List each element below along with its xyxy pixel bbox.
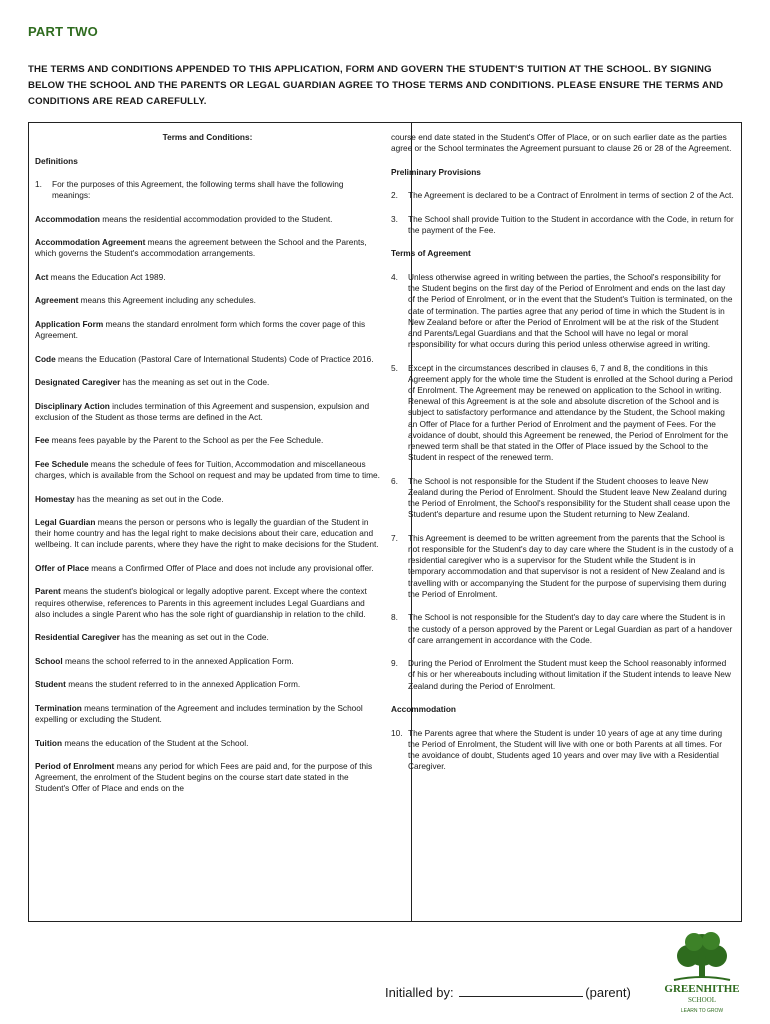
definition-item — [35, 563, 380, 574]
tree-icon — [674, 932, 730, 980]
definition-text: has the meaning as set out in the Code. — [120, 377, 270, 388]
definition-text: means fees payable by the Parent to the School as per the Fee Schedule. — [49, 435, 324, 446]
definition-text: means the person or persons who is legally the guardian of the Student in their home country and has the legal right to make decisions about their care, education and wellbeing. It can include parents, where they have the right to make decisions for the Student. — [35, 517, 379, 550]
definition-item — [35, 272, 380, 283]
definitions-list — [35, 214, 380, 795]
logo-sub: SCHOOL — [687, 996, 717, 1004]
definition-term: Tuition — [35, 737, 63, 748]
definition-term: Offer of Place — [35, 562, 89, 573]
definition-text: means termination of the Agreement and includes termination by the School expelling or excluding the Student. — [35, 702, 363, 725]
clause-6: 6. The School is not responsible for the Student if the Student chooses to leave New Zealand during the Period of Enrolment. Should the Student leave New Zealand during the Period of Enrolment, the School's responsibility for the Student shall cease upon the Student's departure and resume upon the Student returning to New Zealand. — [391, 475, 731, 520]
definition-term: Act — [35, 271, 49, 282]
initialled-by-line — [385, 984, 631, 1000]
definition-item — [35, 656, 380, 667]
definition-term: Homestay — [35, 493, 75, 504]
definition-term: School — [35, 655, 63, 666]
terms-heading: Terms and Conditions: — [162, 132, 253, 142]
definition-item — [35, 703, 380, 725]
definition-text: means the student's biological or legally adoptive parent. Except where the context requires otherwise, references to Parents in this agreement includes Legal Guardians and also includes a single Parent who has the sole right of guardianship in relation to the child. — [35, 586, 367, 619]
definition-item — [35, 377, 380, 388]
preliminary-heading: Preliminary Provisions — [391, 166, 481, 177]
clause-8: 8. The School is not responsible for the Student's day to day care where the Student is in the custody of a person approved by the Parent or Legal Guardian as part of a handover of care arrangement in accordance with the Code. — [391, 612, 733, 645]
clause-9: 9. During the Period of Enrolment the Student must keep the School reasonably informed of his or her whereabouts including without limitation if the Student intends to leave New Zealand during the Period of Enrolment. — [391, 658, 731, 691]
clause-2: 2. The Agreement is declared to be a Contract of Enrolment in terms of section 2 of the Act. — [391, 190, 734, 201]
definition-term: Student — [35, 679, 66, 690]
definition-item — [35, 435, 380, 446]
definition-text: means this Agreement including any schedules. — [78, 295, 256, 306]
logo-tagline: LEARN TO GROW — [680, 1008, 724, 1014]
right-column — [391, 132, 734, 785]
definition-term: Disciplinary Action — [35, 400, 110, 411]
definition-text: has the meaning as set out in the Code. — [119, 632, 269, 643]
initialled-label: Initialled by: — [385, 985, 454, 1000]
clause-3: 3. The School shall provide Tuition to the Student in accordance with the Code, in return for the payment of the Fee. — [391, 213, 734, 235]
definition-text: means the standard enrolment form which forms the cover page of this Agreement. — [35, 318, 366, 341]
definition-term: Application Form — [35, 318, 104, 329]
definition-item — [35, 632, 380, 643]
definition-term: Termination — [35, 702, 82, 713]
definition-term: Fee Schedule — [35, 458, 89, 469]
intro-statement: THE TERMS AND CONDITIONS APPENDED TO THIS APPLICATION, FORM AND GOVERN THE STUDENT'S TUITION AT THE SCHOOL. BY SIGNING BELOW THE SCHOOL AND THE PARENTS OR LEGAL GUARDIAN AGREE TO THOSE TERMS AND CONDITIONS. PLEASE ENSURE THE TERMS AND CONDITIONS ARE READ CAREFULLY. — [28, 64, 724, 107]
terms-of-agreement-heading: Terms of Agreement — [391, 248, 471, 259]
definition-term: Code — [35, 353, 56, 364]
definition-text: has the meaning as set out in the Code. — [74, 493, 224, 504]
definition-term: Residential Caregiver — [35, 632, 120, 643]
definition-item — [35, 214, 380, 225]
definition-text: means the Education Act 1989. — [48, 271, 166, 282]
definition-text: means any period for which Fees are paid and, for the purpose of this Agreement, the enrolment of the Student begins on the course start date stated in the Student's Offer of Place and ends on the — [35, 761, 373, 794]
clause-7: 7. This Agreement is deemed to be written agreement from the parents that the School is not responsible for the Student's day to day care where the Student is in the custody of a residential caregiver who is a supervisor for the Student while the Student is in temporary accommodation and that supervisor is not a resident of New Zealand and is travelling with or accompanying the Student for the purpose of supervising them during the Period of Enrolment. — [391, 532, 734, 599]
definitions-heading: Definitions — [35, 155, 78, 166]
parent-label: (parent) — [585, 985, 631, 1000]
definition-text: means the student referred to in the annexed Application Form. — [65, 679, 301, 690]
definition-text: means the agreement between the School and the Parents, which governs the Student's accommodation arrangements. — [35, 237, 367, 259]
part-title: PART TWO — [28, 24, 98, 39]
definition-text: means the education of the Student at the School. — [62, 737, 249, 748]
definition-term: Accommodation Agreement — [35, 237, 146, 248]
logo-name: GREENHITHE — [664, 983, 740, 995]
definition-item — [35, 517, 380, 551]
definition-text: means the Education (Pastoral Care of International Students) Code of Practice 2016. — [55, 353, 374, 364]
clause-4: 4. Unless otherwise agreed in writing between the parties, the School's responsibility for the Student begins on the first day of the Period of Enrolment and ends on the last day of the Period of Enrolment, or in the event that the Student's Tuition is terminated, on the date of termination. The parties agree that any period of time in which the Student is in New Zealand before or after the Period of Enrolment will be at the risk of the Student and Parents/Legal Guardians and that the School will have no legal or moral responsibility for what occurs during this period unless otherwise agreed in writing. — [391, 271, 733, 350]
definition-item — [35, 237, 380, 259]
definition-item — [35, 401, 380, 423]
definition-item — [35, 295, 380, 306]
definition-term: Accommodation — [35, 213, 100, 224]
definition-text: means a Confirmed Offer of Place and does not include any provisional offer. — [88, 562, 374, 573]
clause-1: 1. For the purposes of this Agreement, the following terms shall have the following meanings: — [35, 179, 344, 201]
definition-term: Legal Guardian — [35, 517, 96, 528]
definition-item — [35, 586, 380, 620]
definition-term: Agreement — [35, 295, 79, 306]
definition-item — [35, 319, 380, 341]
initials-field[interactable] — [459, 984, 583, 997]
clause-10: 10. The Parents agree that where the Student is under 10 years of age at any time during the Period of Enrolment, the Student will live with one or both Parents at all times. For the avoidance of doubt, Students aged 10 years and over may live with a Residential Caregiver. — [391, 727, 723, 772]
definition-item — [35, 679, 380, 690]
definition-term: Fee — [35, 435, 50, 446]
definition-text: means the school referred to in the annexed Application Form. — [62, 655, 294, 666]
definition-text: includes termination of this Agreement and suspension, expulsion and exclusion of the Student as those terms are defined in the Act. — [35, 400, 370, 422]
clause-5: 5. Except in the circumstances described in clauses 6, 7 and 8, the conditions in this Agreement apply for the whole time the Student is enrolled at the School during a Period of Enrolment. The Agreement may be renewed on application to the School in writing. Renewal of this Agreement is at the sole and absolute discretion of the School and is subject to satisfactory performance and attendance by the Student, the School making an Offer of Place for a further Period of Enrolment and the payment of Fees. For the avoidance of doubt, should this Agreement be renewed, the Period of Enrolment for the renewed term shall be that stated in the Offer of Place issued by the School to the Student in respect of the renewed term. — [391, 362, 733, 463]
definition-item — [35, 354, 380, 365]
definition-item — [35, 494, 380, 505]
definition-text: means the residential accommodation provided to the Student. — [100, 213, 333, 224]
definition-term: Designated Caregiver — [35, 377, 121, 388]
school-logo — [654, 926, 750, 1022]
left-column — [35, 132, 380, 807]
definition-item — [35, 738, 380, 749]
definition-term: Parent — [35, 586, 61, 597]
terms-box — [28, 122, 742, 922]
definition-continuation: course end date stated in the Student's Offer of Place, or on such earlier date as the parties agree or the School terminates the Agreement pursuant to clause 26 or 28 of the Agreement. — [391, 132, 732, 154]
accommodation-heading: Accommodation — [391, 704, 456, 715]
definition-item — [35, 761, 380, 795]
definition-item — [35, 459, 380, 481]
definition-text: means the schedule of fees for Tuition, Accommodation and miscellaneous charges, which is available from the School on request and may be updated from time to time. — [35, 458, 380, 481]
definition-term: Period of Enrolment — [35, 761, 115, 772]
